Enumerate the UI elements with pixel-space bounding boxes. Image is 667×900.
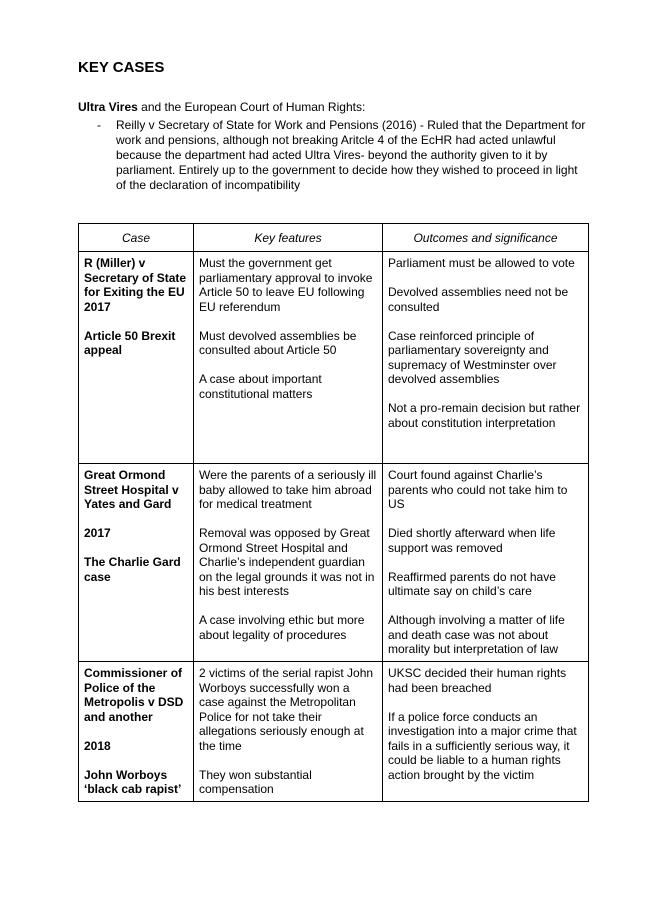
table-header (79, 224, 589, 252)
bullet-text: Reilly v Secretary of State for Work and Pensions (2016) - Ruled that the Department for work and pensions, although not breaking Aritcle 4 of the EcHR had acted unlawful because the department had acted Ultra Vires- beyond the authority given to it by parliament. Entirely up to the government to decide how they wished to proceed in light of the declaration of incompatibility (116, 118, 586, 192)
cell-paragraph: Reaffirmed parents do not have ultimate say on child’s care (388, 569, 556, 598)
intro-line (78, 100, 588, 115)
key-features-cell (194, 662, 383, 802)
cell-paragraph: They won substantial compensation (199, 767, 312, 796)
cell-paragraph: A case about important constitutional matters (199, 372, 322, 401)
table-header-row (79, 224, 589, 252)
table-row (79, 662, 589, 802)
header-outcomes: Outcomes and significance (383, 224, 589, 252)
intro-lead-bold: Ultra Vires (78, 100, 138, 114)
key-features-cell (194, 464, 383, 662)
cell-paragraph: 2018 (84, 738, 111, 753)
cell-paragraph: If a police force conducts an investigation into a major crime that fails in a sufficiently serious way, it could be liable to a human rights action brought by the victim (388, 709, 577, 782)
cell-paragraph: A case involving ethic but more about legality of procedures (199, 613, 365, 642)
cell-paragraph: John Worboys ‘black cab rapist’ (84, 767, 182, 796)
case-cell (79, 464, 194, 662)
page-title: KEY CASES (78, 59, 165, 76)
document-page (78, 58, 588, 802)
outcomes-cell (383, 252, 589, 464)
cell-paragraph: Great Ormond Street Hospital v Yates and Gard (84, 468, 179, 511)
table-row (79, 464, 589, 662)
cell-paragraph: Case reinforced principle of parliamentary sovereignty and supremacy of Westminster over devolved assemblies (388, 328, 557, 386)
cell-paragraph: Died shortly afterward when life support was removed (388, 526, 556, 555)
cell-paragraph: Must devolved assemblies be consulted about Article 50 (199, 328, 357, 357)
bullet-dash-marker: - (97, 118, 101, 132)
cell-paragraph: The Charlie Gard case (84, 555, 181, 584)
key-cases-table (78, 223, 589, 802)
cell-paragraph: Devolved assemblies need not be consulted (388, 285, 569, 314)
key-features-cell (194, 252, 383, 464)
outcomes-cell (383, 662, 589, 802)
cell-paragraph: Article 50 Brexit appeal (84, 328, 176, 357)
bullet-item (78, 118, 588, 193)
cell-paragraph: 2 victims of the serial rapist John Worboys successfully won a case against the Metropolitan Police for not take their allegations seriously enough at the time (199, 666, 374, 753)
cell-paragraph: 2017 (84, 526, 111, 540)
table-body (79, 252, 589, 802)
cell-paragraph: Were the parents of a seriously ill baby allowed to take him abroad for medical treatment (199, 468, 377, 511)
cell-paragraph: Removal was opposed by Great Ormond Street Hospital and Charlie’s independent guardian on the legal grounds it was not in his best interests (199, 526, 375, 598)
cell-paragraph: Although involving a matter of life and death case was not about morality but interpretation of law (388, 613, 565, 656)
case-cell (79, 662, 194, 802)
header-key-features: Key features (194, 224, 383, 252)
cell-paragraph: UKSC decided their human rights had been breached (388, 666, 567, 695)
cell-paragraph: Not a pro-remain decision but rather about constitution interpretation (388, 401, 581, 430)
cell-paragraph: R (Miller) v Secretary of State for Exiting the EU 2017 (84, 256, 187, 314)
intro-lead-rest: and the European Court of Human Rights: (137, 100, 366, 114)
header-case: Case (79, 224, 194, 252)
table-row (79, 252, 589, 464)
outcomes-cell (383, 464, 589, 662)
cell-paragraph: Commissioner of Police of the Metropolis v DSD and another (84, 666, 184, 724)
cell-paragraph: Court found against Charlie’s parents who could not take him to US (388, 468, 568, 511)
cell-paragraph: Must the government get parliamentary approval to invoke Article 50 to leave EU following EU referendum (199, 256, 373, 314)
cell-paragraph: Parliament must be allowed to vote (388, 256, 575, 270)
case-cell (79, 252, 194, 464)
